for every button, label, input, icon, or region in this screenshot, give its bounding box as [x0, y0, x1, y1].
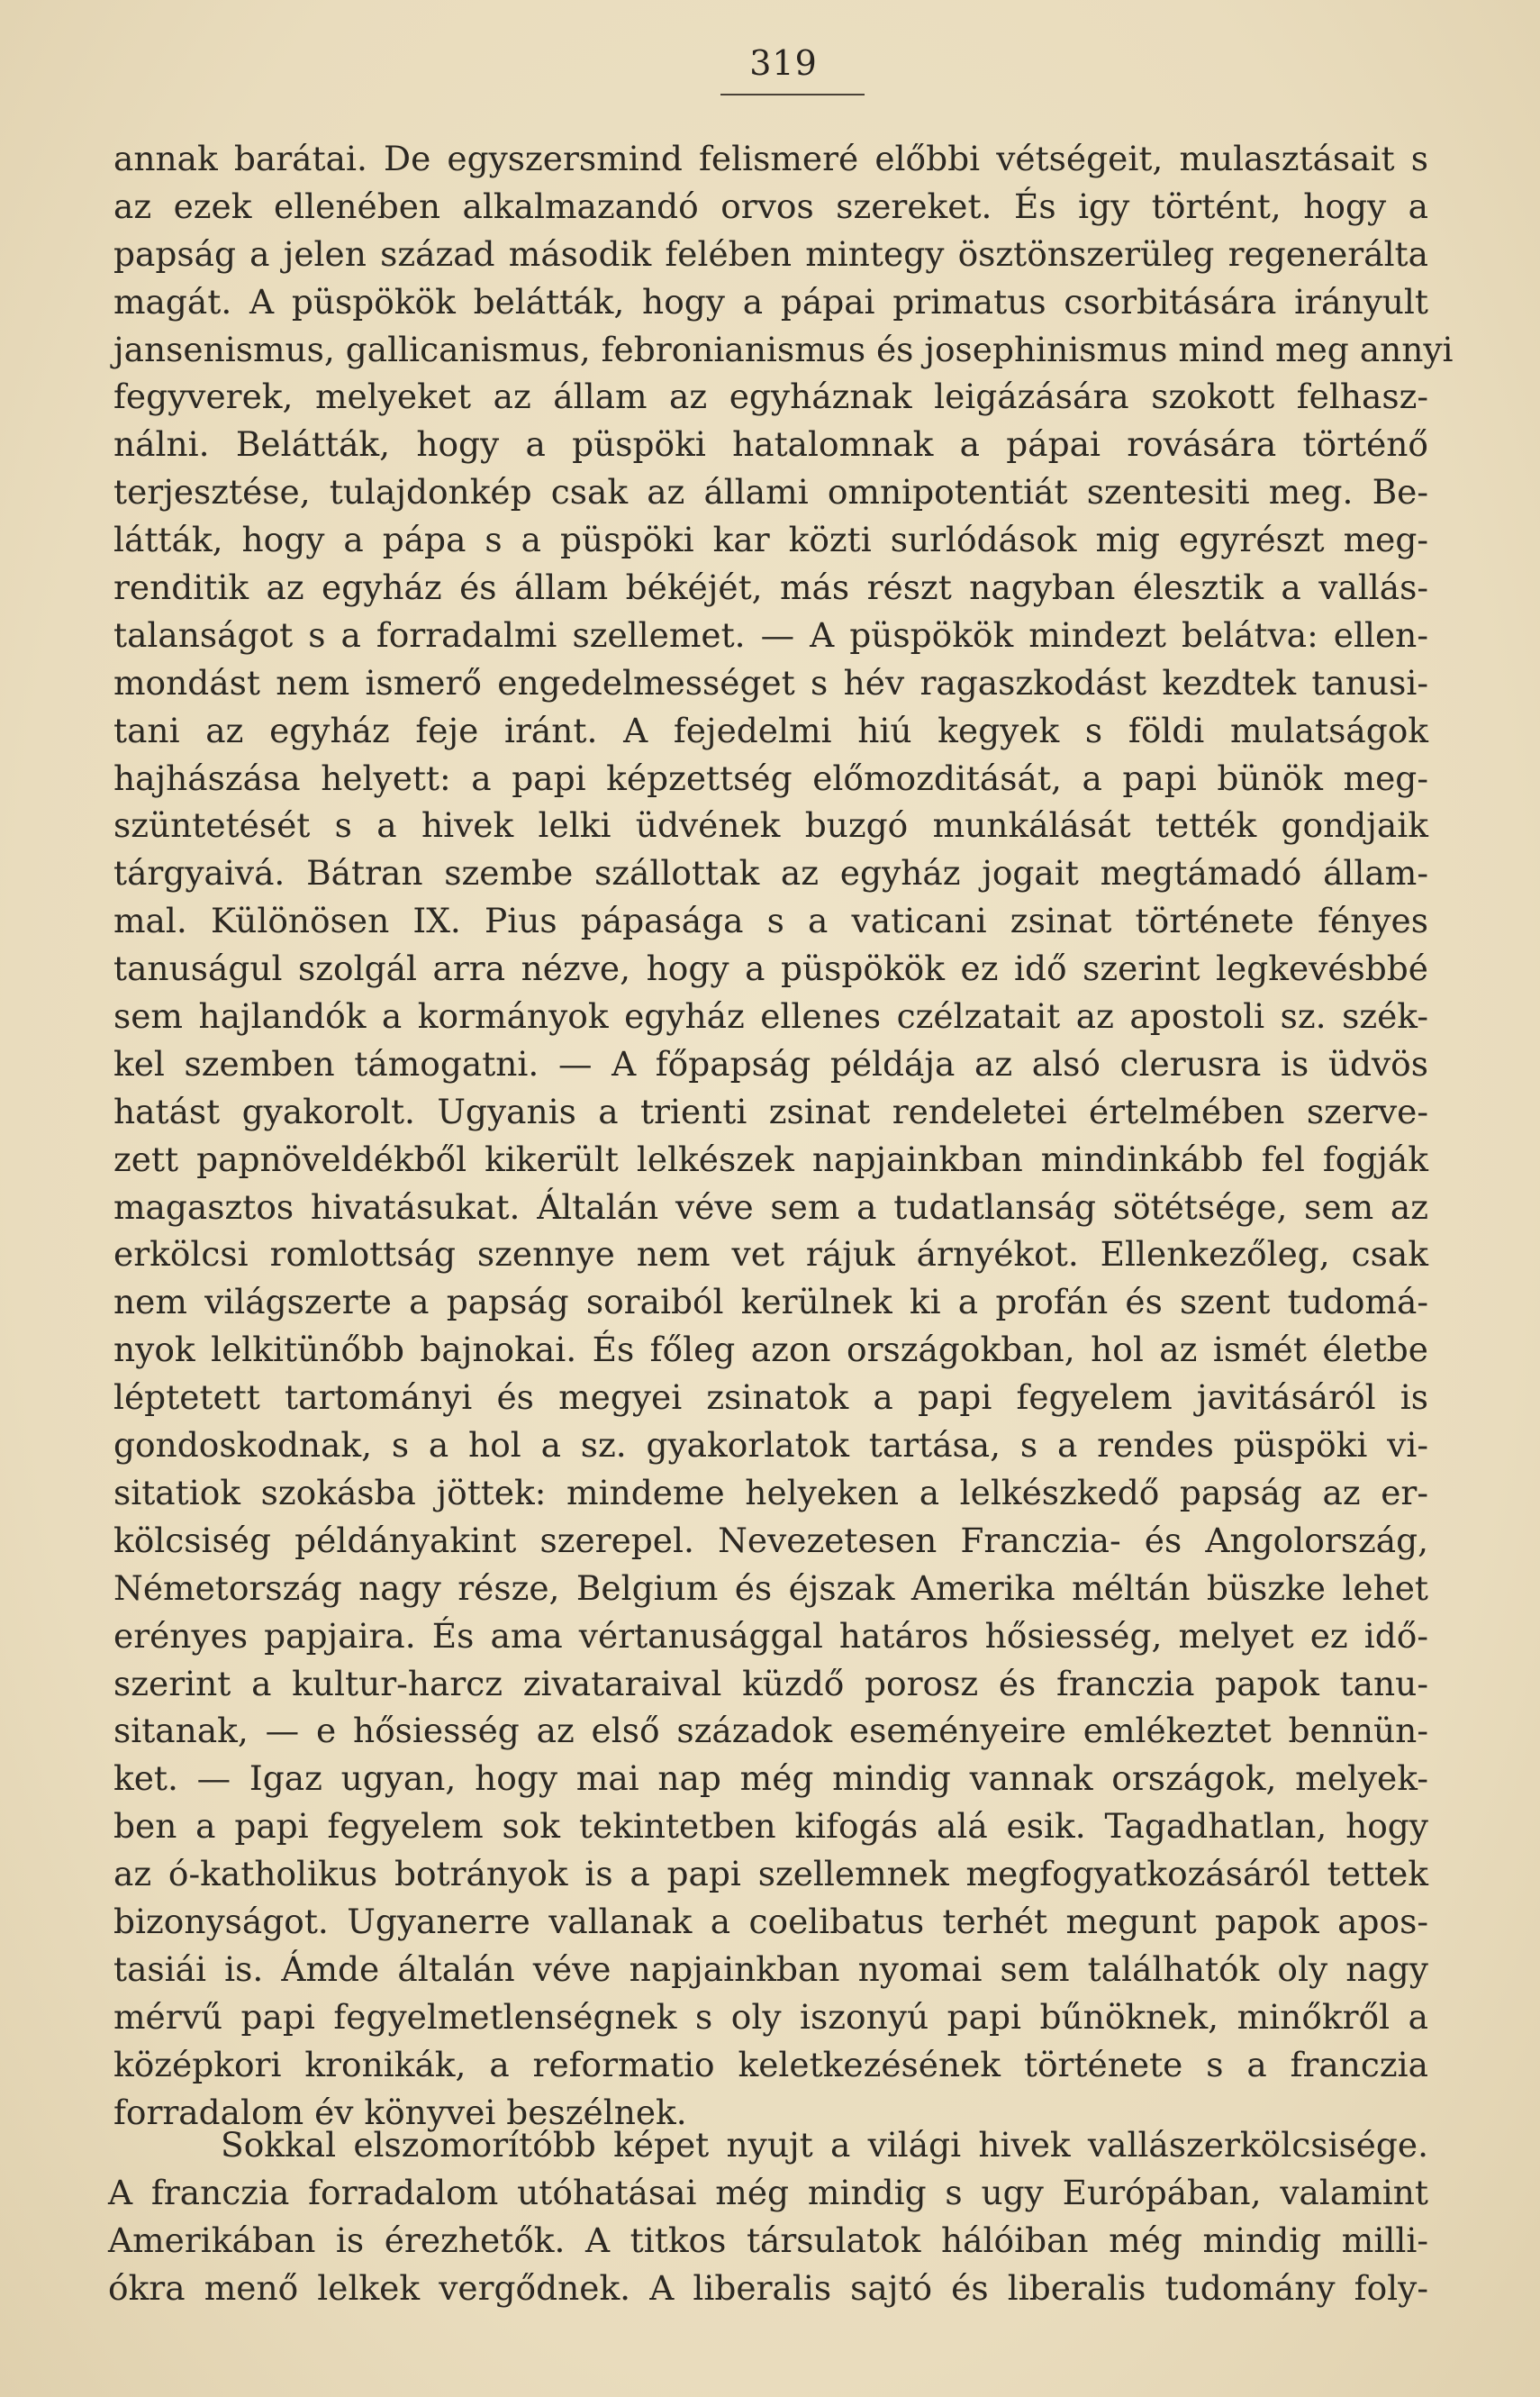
- text-line: magasztos hivatásukat. Általán véve sem a tudatlanság sötétsége, sem az: [113, 1186, 1428, 1227]
- text-line: hajhászása helyett: a papi képzettség előmozditását, a papi bünök meg-: [113, 758, 1428, 798]
- text-line: tárgyaivá. Bátran szembe szállottak az egyház jogait megtámadó állam-: [113, 853, 1428, 894]
- text-line: nálni. Belátták, hogy a püspöki hatalomnak a pápai rovására történő: [113, 424, 1428, 465]
- text-line: magát. A püspökök belátták, hogy a pápai primatus csorbitására irányult: [113, 281, 1428, 322]
- text-line: sitatiok szokásba jöttek: mindeme helyeken a lelkészkedő papság az er-: [113, 1472, 1428, 1512]
- text-line: mal. Különösen IX. Pius pápasága s a vaticani zsinat története fényes: [113, 901, 1428, 941]
- text-line: bizonyságot. Ugyanerre vallanak a coelibatus terhét megunt papok apos-: [113, 1901, 1428, 1941]
- text-line: terjesztése, tulajdonkép csak az állami omnipotentiát szentesiti meg. Be-: [113, 472, 1428, 513]
- header-rule: [720, 94, 865, 95]
- text-line: mondást nem ismerő engedelmességet s hév ragaszkodást kezdtek tanusi-: [113, 662, 1428, 703]
- text-line: fegyverek, melyeket az állam az egyháznak leigázására szokott felhasz-: [113, 377, 1428, 417]
- text-line: az ezek ellenében alkalmazandó orvos szereket. És igy történt, hogy a: [113, 186, 1428, 226]
- text-line: talanságot s a forradalmi szellemet. — A püspökök mindezt belátva: ellen-: [113, 614, 1428, 655]
- text-line: hatást gyakorolt. Ugyanis a trienti zsinat rendeletei értelmében szerve-: [113, 1091, 1428, 1131]
- text-line: nem világszerte a papság soraiból kerülnek ki a profán és szent tudomá-: [113, 1282, 1428, 1322]
- text-line: erényes papjaira. És ama vértanusággal határos hősiesség, melyet ez idő-: [113, 1615, 1428, 1656]
- text-line: sitanak, — e hősiesség az első századok eseményeire emlékeztet bennün-: [113, 1711, 1428, 1751]
- text-line: ket. — Igaz ugyan, hogy mai nap még mindig vannak országok, melyek-: [113, 1758, 1428, 1799]
- text-line: mérvű papi fegyelmetlenségnek s oly iszonyú papi bűnöknek, minőkről a: [113, 1996, 1428, 2037]
- text-line: jansenismus, gallicanismus, febronianismus és josephinismus mind meg annyi: [113, 329, 1454, 369]
- body-paragraph-1: [113, 135, 1454, 2136]
- text-line: nyok lelkitünőbb bajnokai. És főleg azon országokban, hol az ismét életbe: [113, 1330, 1428, 1370]
- text-line: szüntetését s a hivek lelki üdvének buzgó munkálását tették gondjaik: [113, 805, 1428, 846]
- text-line: kölcsiség példányakint szerepel. Nevezetesen Franczia- és Angolország,: [113, 1520, 1428, 1560]
- text-line: renditik az egyház és állam békéjét, más részt nagyban élesztik a vallás-: [113, 567, 1428, 608]
- text-line: erkölcsi romlottság szennye nem vet rájuk árnyékot. Ellenkezőleg, csak: [113, 1234, 1428, 1275]
- text-line: Németország nagy része, Belgium és éjszak Amerika méltán büszke lehet: [113, 1567, 1428, 1608]
- text-line: annak barátai. De egyszersmind felismeré előbbi vétségeit, mulasztásait s: [113, 139, 1428, 178]
- text-line: gondoskodnak, s a hol a sz. gyakorlatok tartása, s a rendes püspöki vi-: [113, 1425, 1428, 1466]
- text-line: kel szemben támogatni. — A főpapság példája az alsó clerusra is üdvös: [113, 1043, 1428, 1084]
- text-line: Sokkal elszomorítóbb képet nyujt a világi hivek vallászerkölcsisége.: [221, 2125, 1428, 2165]
- text-line: sem hajlandók a kormányok egyház ellenes czélzatait az apostoli sz. szék-: [113, 996, 1428, 1037]
- text-line: tanuságul szolgál arra nézve, hogy a püspökök ez idő szerint legkevésbbé: [113, 949, 1428, 989]
- page-number: 319: [749, 43, 818, 83]
- text-line: A franczia forradalom utóhatásai még mindig s ugy Európában, valamint: [108, 2172, 1428, 2212]
- text-line: forradalom év könyvei beszélnek.: [113, 2092, 687, 2132]
- text-line: az ó-katholikus botrányok is a papi szellemnek megfogyatkozásáról tettek: [113, 1854, 1428, 1894]
- text-line: középkori kronikák, a reformatio keletkezésének története s a franczia: [113, 2044, 1428, 2084]
- text-line: szerint a kultur-harcz zivataraival küzdő porosz és franczia papok tanu-: [113, 1663, 1428, 1703]
- text-line: léptetett tartományi és megyei zsinatok a papi fegyelem javitásáról is: [113, 1377, 1428, 1418]
- text-line: ben a papi fegyelem sok tekintetben kifogás alá esik. Tagadhatlan, hogy: [113, 1806, 1428, 1847]
- text-line: tasiái is. Ámde általán véve napjainkban nyomai sem találhatók oly nagy: [113, 1948, 1428, 1989]
- text-line: ókra menő lelkek vergődnek. A liberalis sajtó és liberalis tudomány foly-: [108, 2267, 1428, 2308]
- text-line: tani az egyház feje iránt. A fejedelmi hiú kegyek s földi mulatságok: [113, 710, 1428, 750]
- text-line: Amerikában is érezhetők. A titkos társulatok hálóiban még mindig milli-: [108, 2220, 1428, 2260]
- text-line: látták, hogy a pápa s a püspöki kar közti surlódások mig egyrészt meg-: [113, 520, 1428, 560]
- text-line: zett papnöveldékből kikerült lelkészek napjainkban mindinkább fel fogják: [113, 1139, 1428, 1179]
- text-line: papság a jelen század második felében mintegy ösztönszerüleg regenerálta: [113, 233, 1428, 274]
- body-paragraph-2: [108, 2121, 1428, 2312]
